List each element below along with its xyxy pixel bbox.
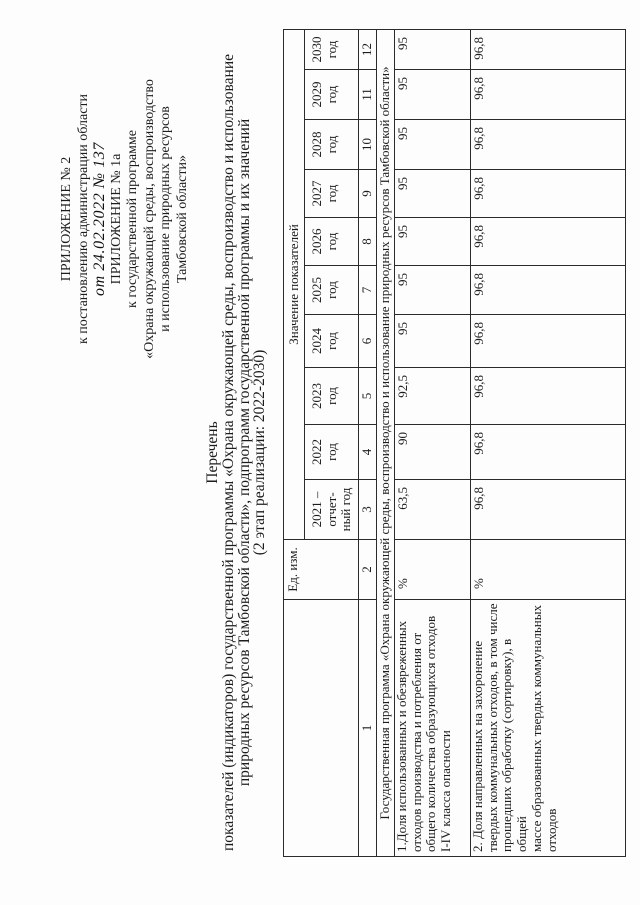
values-header-cell: Значение показателей: [284, 29, 305, 539]
indicator-name-line: твердых коммунальных отходов, в том числе: [484, 603, 500, 852]
indicator-1-value-2022: 90: [395, 425, 471, 480]
indicator-1-value-2027: 95: [395, 170, 471, 218]
year-header-line: 2021 –: [309, 491, 324, 528]
year-header-2029: [305, 70, 359, 120]
year-header-2025: [305, 266, 359, 315]
column-number: 1: [359, 600, 377, 857]
indicator-1-value-2029: 95: [395, 70, 471, 120]
column-number: 7: [359, 266, 377, 315]
indicator-2-value-2023: 96,8: [471, 368, 626, 425]
indicator-1-value-2023: 92,5: [395, 368, 471, 425]
indicator-2-value-2021: 96,8: [471, 480, 626, 540]
indicator-name-cell: [395, 600, 471, 857]
indicator-2-value-2024: 96,8: [471, 315, 626, 368]
year-header-line: год: [323, 85, 339, 104]
year-header-2030: [305, 29, 359, 69]
year-header-2026: [305, 218, 359, 266]
title-heading: Перечень: [204, 421, 221, 484]
indicator-name-line: отходов производства и потребления от: [408, 632, 424, 852]
indicator-1-value-2026: 95: [395, 218, 471, 266]
indicator-1-value-2030: 95: [395, 29, 471, 69]
year-header-2024: [305, 315, 359, 368]
column-number: 2: [359, 540, 377, 600]
year-header-line: год: [323, 184, 339, 203]
indicator-2-value-2027: 96,8: [471, 170, 626, 218]
document-title: [205, 0, 268, 905]
year-header-line: 2023: [309, 383, 324, 409]
indicator-2-value-2030: 96,8: [471, 29, 626, 69]
indicator-name-line: отходов: [543, 808, 559, 852]
title-line: природных ресурсов Тамбовской области», подпрограмм государственной программы и их значений: [235, 118, 253, 787]
title-stage-line: (2 этап реализации: 2022-2030): [251, 349, 269, 556]
program-name-line: «Охрана окружающей среды, воспроизводство: [141, 79, 157, 359]
column-number: 9: [359, 170, 377, 218]
indicator-name-line: массе образованных твердых коммунальных: [528, 605, 544, 852]
column-number-row: [359, 29, 377, 856]
title-line: показателей (индикаторов) государственной программы «Охрана окружающей среды, воспроизводство и использование: [219, 54, 237, 851]
year-header-line: 2024: [309, 328, 324, 354]
indicator-name-line: I-IV класса опасности: [438, 730, 454, 852]
year-header-line: 2027: [309, 180, 324, 207]
table-row: [395, 29, 471, 856]
year-header-2021: [305, 480, 359, 540]
program-appendix-title: ПРИЛОЖЕНИЕ № 1а: [108, 153, 124, 285]
year-header-line: год: [323, 387, 339, 405]
indicators-table: [283, 29, 626, 857]
year-header-line: 2029: [309, 81, 324, 108]
column-number: 10: [359, 120, 377, 170]
column-number: 11: [359, 70, 377, 120]
decree-reference: к постановлению администрации области: [75, 93, 91, 345]
unit-header-cell: Ед. изм.: [284, 540, 359, 600]
appendix-title: ПРИЛОЖЕНИЕ № 2: [59, 156, 74, 282]
indicator-name-line: прошедших обработку (сортировку), в общей: [499, 638, 530, 852]
year-header-2022: [305, 425, 359, 480]
year-header-2023: [305, 368, 359, 425]
handwritten-decree-date-number: от 24.02.2022 № 137: [91, 141, 108, 297]
year-header-2027: [305, 170, 359, 218]
program-name-line: и использование природных ресурсов: [158, 106, 173, 332]
year-header-line: 2022: [309, 439, 324, 465]
year-header-line: год: [323, 135, 339, 154]
year-header-line: 2025: [309, 277, 324, 303]
table-header-row: [284, 29, 305, 856]
indicator-name-line: 2. Доля направленных на захоронение: [470, 640, 485, 852]
indicator-1-value-2024: 95: [395, 315, 471, 368]
year-header-line: 2026: [309, 228, 324, 255]
indicator-name-line: 1.Доля использованных и обезвреженных: [394, 620, 409, 852]
indicator-2-value-2028: 96,8: [471, 120, 626, 170]
appendix-header: [59, 79, 191, 359]
column-number: 5: [359, 368, 377, 425]
year-header-line: год: [323, 332, 339, 350]
year-header-line: отчет-: [323, 492, 339, 527]
column-number: 12: [359, 29, 377, 69]
year-header-line: год: [323, 232, 339, 251]
year-header-line: год: [323, 281, 339, 299]
year-header-line: год: [323, 40, 339, 59]
indicator-1-value-2025: 95: [395, 266, 471, 315]
year-header-line: 2030: [309, 36, 324, 63]
year-header-line: ный год: [338, 487, 354, 532]
indicator-name-cell: [471, 600, 626, 857]
column-number: 3: [359, 480, 377, 540]
indicator-2-value-2022: 96,8: [471, 425, 626, 480]
column-number: 8: [359, 218, 377, 266]
indicator-2-value-2025: 96,8: [471, 266, 626, 315]
indicator-1-value-2028: 95: [395, 120, 471, 170]
indicator-unit: %: [395, 540, 471, 600]
column-number: 6: [359, 315, 377, 368]
year-header-2028: [305, 120, 359, 170]
year-header-line: год: [323, 443, 339, 461]
indicator-2-value-2029: 96,8: [471, 70, 626, 120]
indicator-name-header-cell: [284, 600, 359, 857]
program-name-line: к государственной программе: [125, 130, 140, 308]
program-section-title: Государственная программа «Охрана окружающей среды, воспроизводство и использование природных ресурсов Тамбовской области»: [377, 29, 395, 856]
indicator-2-value-2026: 96,8: [471, 218, 626, 266]
indicator-unit: %: [471, 540, 626, 600]
program-section-row: [377, 29, 395, 856]
indicator-name-line: общего количества образующихся отходов: [423, 615, 439, 852]
indicator-1-value-2021: 63,5: [395, 480, 471, 540]
table-row: [471, 29, 626, 856]
column-number: 4: [359, 425, 377, 480]
program-name-line: Тамбовской области»: [174, 154, 190, 284]
year-header-line: 2028: [309, 131, 324, 158]
